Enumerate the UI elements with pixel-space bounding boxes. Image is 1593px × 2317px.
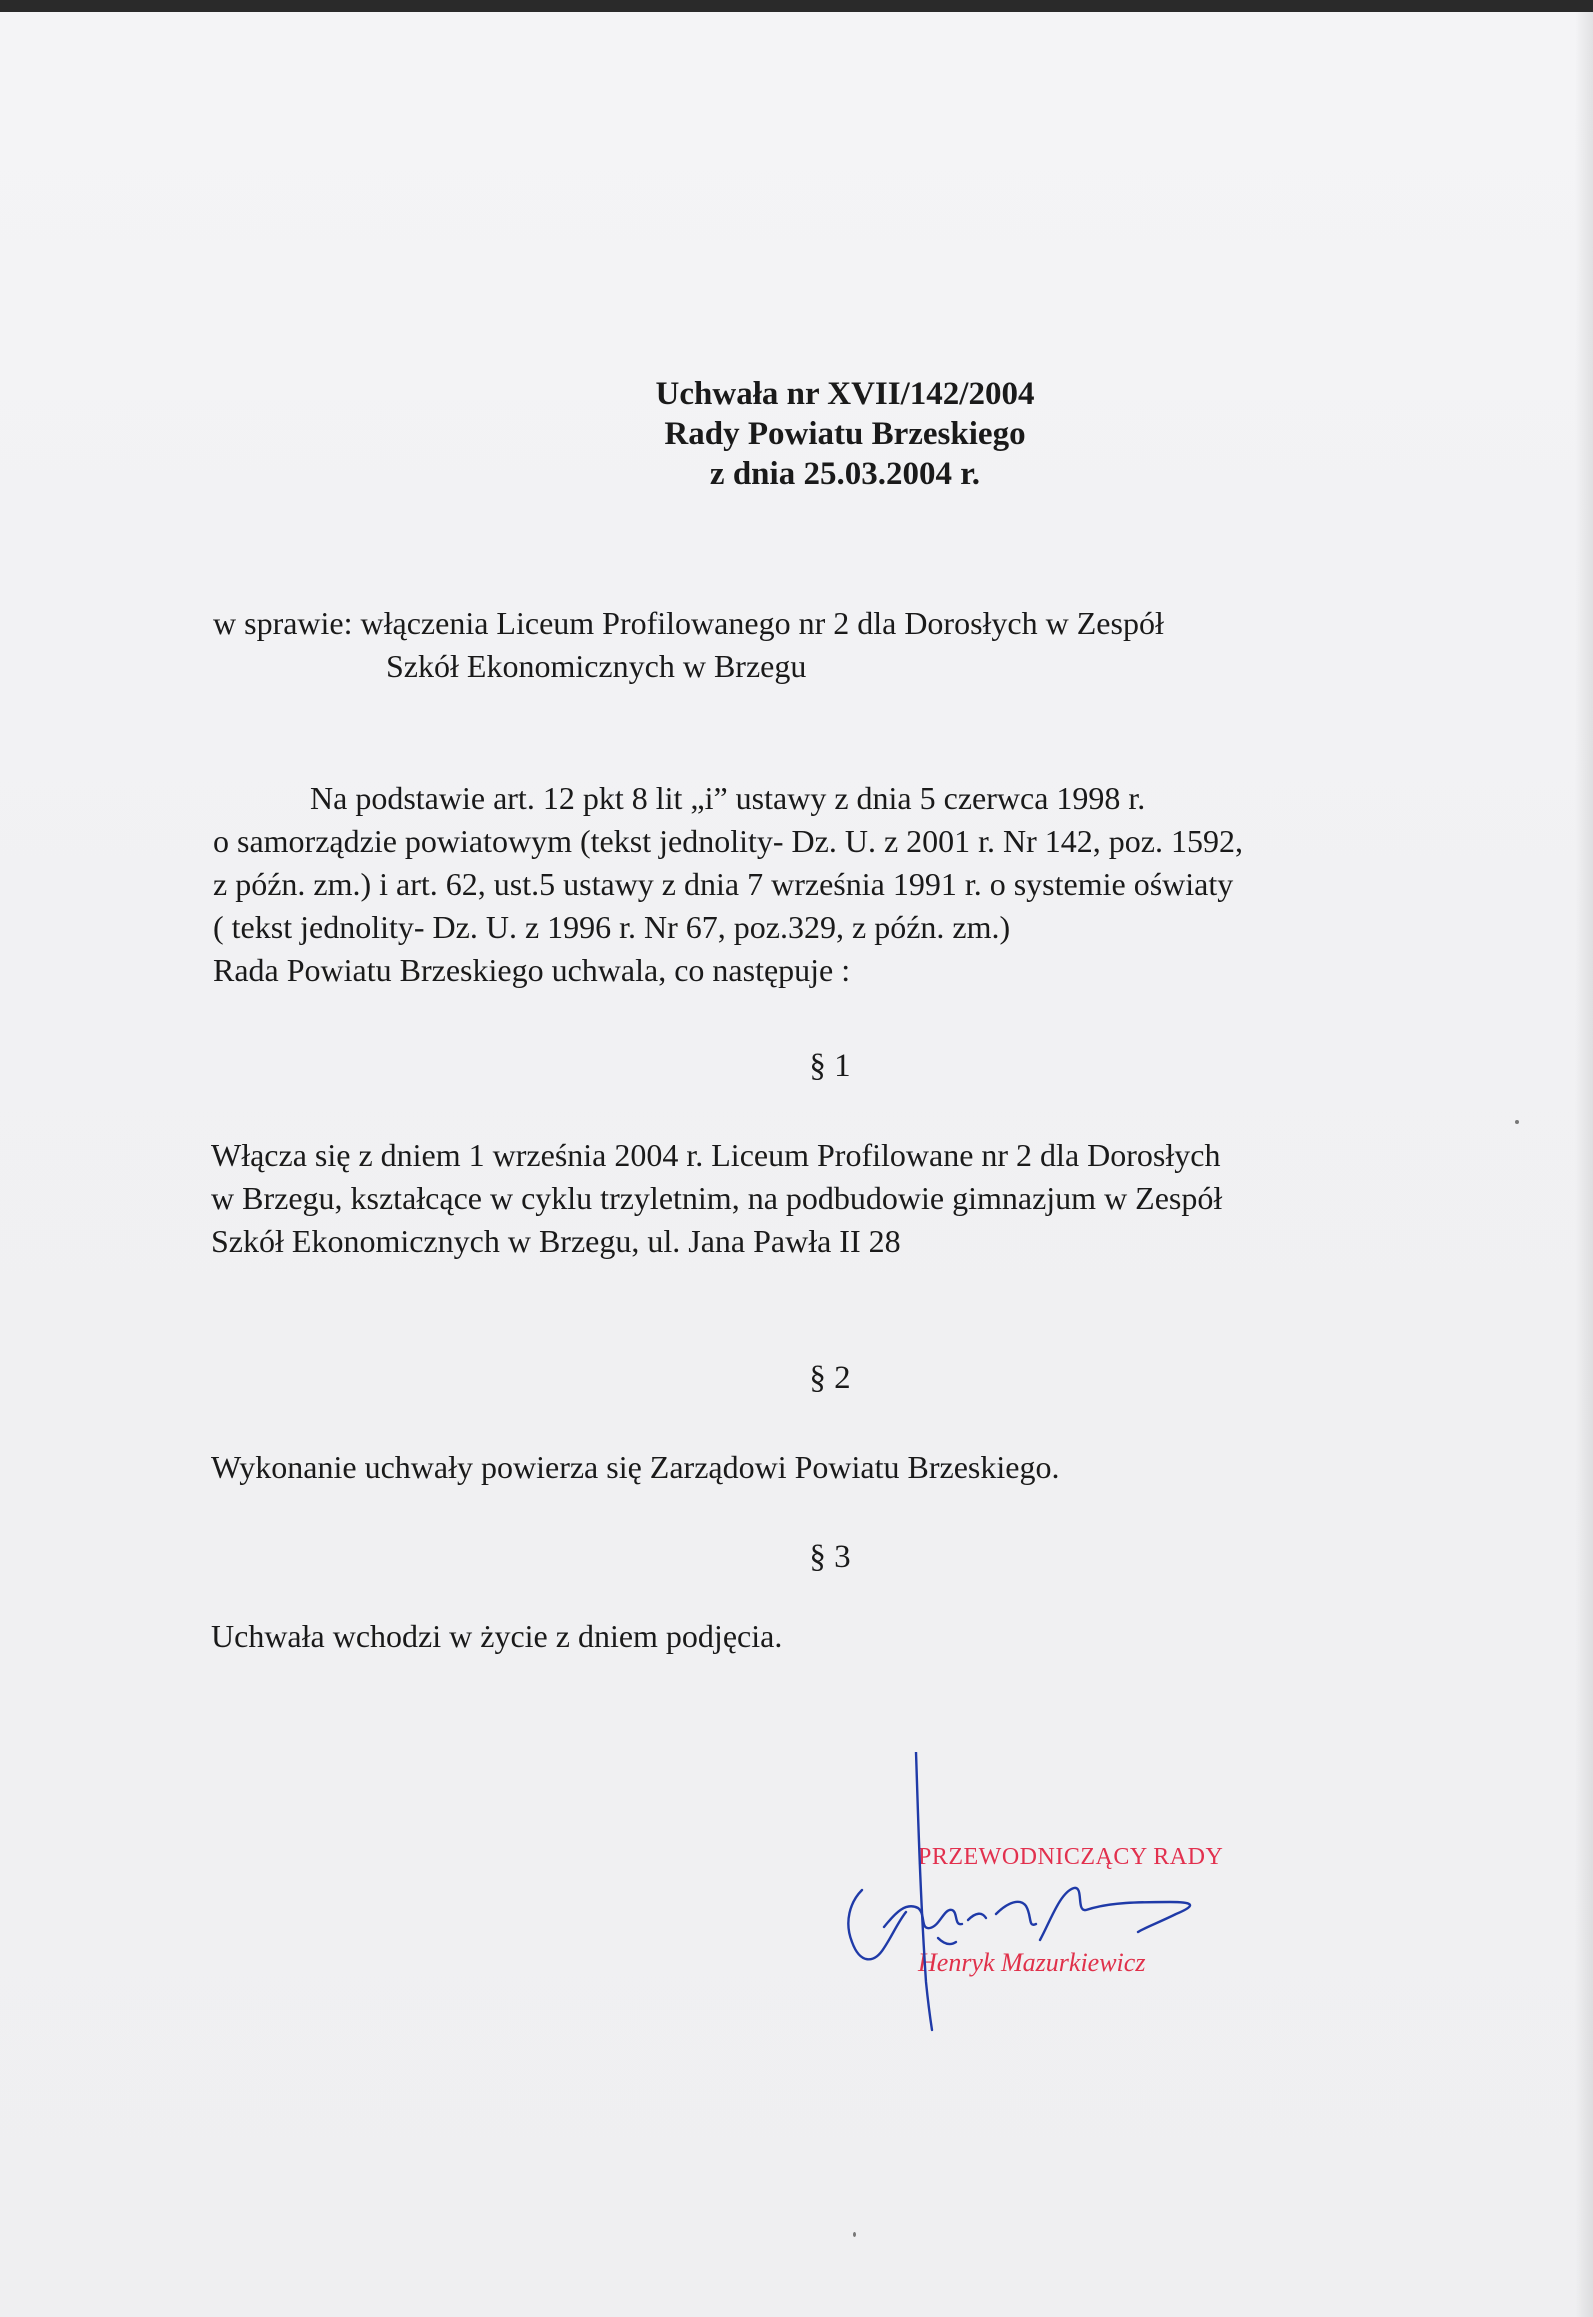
resolution-subject	[213, 602, 1164, 688]
scan-speck	[1515, 1120, 1519, 1124]
section-line: Szkół Ekonomicznych w Brzegu, ul. Jana Pawła II 28	[211, 1223, 901, 1259]
section-line: w Brzegu, kształcące w cyklu trzyletnim, na podbudowie gimnazjum w Zespół	[211, 1180, 1223, 1216]
issuing-body: Rady Powiatu Brzeskiego	[664, 416, 1026, 452]
section-1-text	[211, 1134, 1222, 1263]
scan-speck	[853, 2232, 856, 2237]
legal-basis	[213, 777, 1503, 992]
section-line: Uchwała wchodzi w życie z dniem podjęcia.	[211, 1618, 783, 1654]
section-mark-3: § 3	[809, 1539, 851, 1575]
section-3-text	[211, 1615, 782, 1658]
subject-line-2: Szkół Ekonomicznych w Brzegu	[386, 648, 807, 684]
page-edge-shadow	[1575, 12, 1593, 2317]
resolution-number: Uchwała nr XVII/142/2004	[655, 376, 1035, 412]
handwritten-signature	[840, 1752, 1360, 2052]
basis-line: ( tekst jednolity- Dz. U. z 1996 r. Nr 67, poz.329, z późn. zm.)	[213, 909, 1011, 945]
section-mark-2: § 2	[809, 1360, 851, 1396]
basis-line: o samorządzie powiatowym (tekst jednolity- Dz. U. z 2001 r. Nr 142, poz. 1592,	[213, 823, 1243, 859]
subject-line-1: w sprawie: włączenia Liceum Profilowanego nr 2 dla Dorosłych w Zespół	[213, 605, 1164, 641]
basis-line: Na podstawie art. 12 pkt 8 lit „i” ustawy z dnia 5 czerwca 1998 r.	[310, 780, 1146, 816]
signature-stamp-area	[840, 1752, 1360, 2052]
document-page	[0, 12, 1593, 2317]
section-2-text	[211, 1446, 1059, 1489]
section-line: Wykonanie uchwały powierza się Zarządowi Powiatu Brzeskiego.	[211, 1449, 1060, 1485]
section-line: Włącza się z dniem 1 września 2004 r. Liceum Profilowane nr 2 dla Dorosłych	[211, 1137, 1221, 1173]
section-mark-1: § 1	[809, 1048, 851, 1084]
stamp-name: Henryk Mazurkiewicz	[918, 1948, 1146, 1977]
basis-line: z późn. zm.) i art. 62, ust.5 ustawy z dnia 7 września 1991 r. o systemie oświaty	[213, 866, 1234, 902]
stamp-title: PRZEWODNICZĄCY RADY	[918, 1844, 1224, 1870]
resolution-date: z dnia 25.03.2004 r.	[709, 456, 981, 492]
basis-line: Rada Powiatu Brzeskiego uchwala, co następuje :	[213, 952, 851, 988]
resolution-header	[0, 374, 1593, 494]
